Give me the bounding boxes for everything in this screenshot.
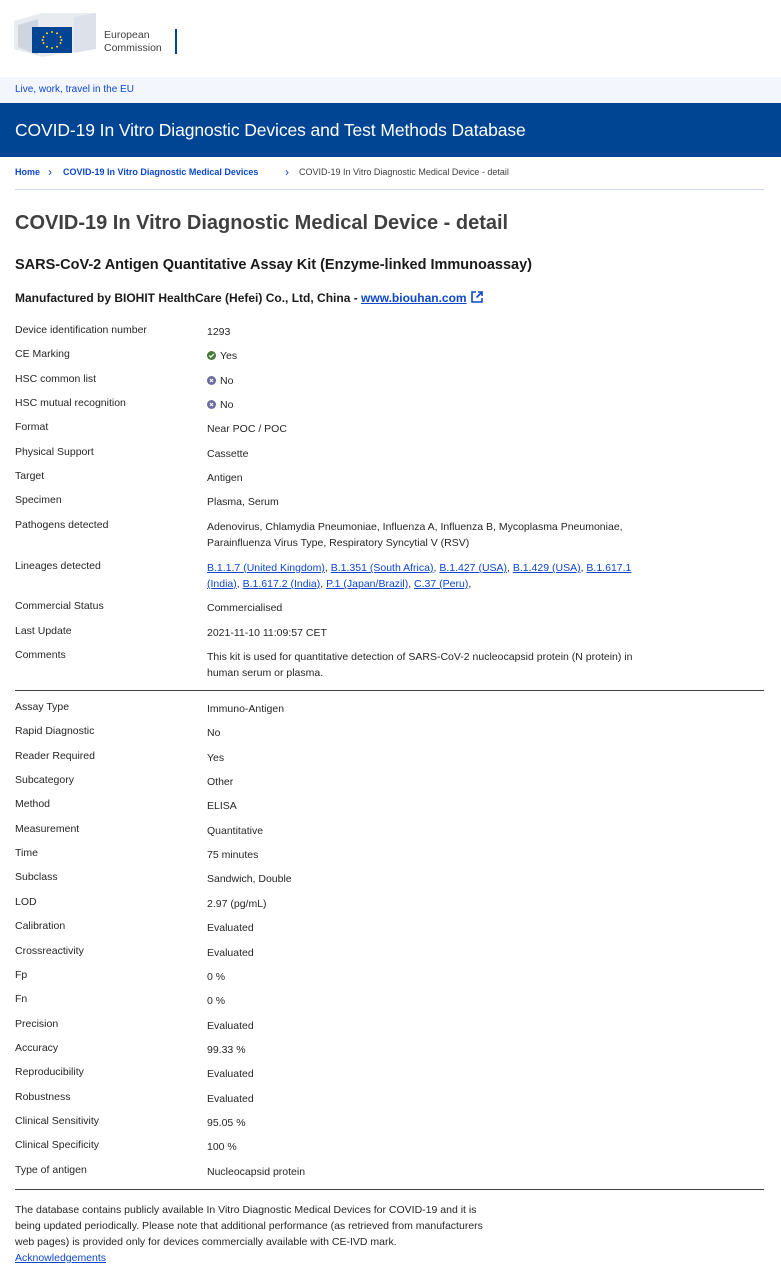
x-circle-icon [207, 376, 216, 385]
detail-value: 99.33 % [207, 1044, 246, 1056]
x-circle-icon [207, 400, 216, 409]
detail-label: Type of antigen [15, 1164, 87, 1176]
site-title: COVID-19 In Vitro Diagnostic Devices and Test Methods Database [15, 120, 526, 140]
detail-value: 0 % [207, 995, 226, 1007]
manufacturer-text: Manufactured by BIOHIT HealthCare (Hefei) Co., Ltd, China - [15, 291, 362, 305]
footer-text: The database contains publicly available In Vitro Diagnostic Medical Devices for COVID-19 and it is being updated periodically. Please note that additional performance (as retrieved from manufacturers web pages) is provided only for devices commercially available with CE-IVD mark. [15, 1204, 483, 1248]
detail-value: No [207, 727, 221, 739]
detail-label: Clinical Sensitivity [15, 1115, 100, 1127]
detail-label: Reproducibility [15, 1066, 84, 1078]
detail-value: Quantitative [207, 825, 264, 837]
detail-value: Evaluated [207, 1020, 254, 1032]
breadcrumb-current: COVID-19 In Vitro Diagnostic Medical Device - detail [299, 167, 509, 177]
detail-label: Measurement [15, 823, 80, 835]
detail-label: Comments [15, 649, 66, 661]
page-title: COVID-19 In Vitro Diagnostic Medical Device - detail [15, 212, 509, 234]
lineage-link[interactable]: B.1.617.2 (India) [242, 578, 321, 590]
breadcrumb-ivd-devices[interactable]: COVID-19 In Vitro Diagnostic Medical Devices [63, 167, 259, 177]
detail-label: Commercial Status [15, 600, 104, 612]
lineage-link[interactable]: C.37 (Peru) [414, 578, 469, 590]
detail-label: Clinical Specificity [15, 1139, 100, 1151]
lineage-list: B.1.1.7 (United Kingdom), B.1.351 (South Africa), B.1.427 (USA), B.1.429 (USA), B.1.617.1 (India), B.1.617.2 (India), P.1 (Japan/Brazil), C.37 (Peru), [207, 562, 632, 590]
external-link-icon[interactable] [471, 291, 483, 306]
detail-label: HSC mutual recognition [15, 397, 126, 409]
detail-label: Subclass [15, 871, 58, 883]
detail-value: No [220, 375, 234, 387]
detail-value: Immuno-Antigen [207, 703, 285, 715]
detail-value: 100 % [207, 1141, 237, 1153]
detail-value: No [220, 399, 234, 411]
detail-value: ELISA [207, 800, 237, 812]
european-commission-logo[interactable] [14, 13, 184, 59]
detail-label: Time [15, 847, 38, 859]
detail-value: Yes [207, 752, 225, 764]
detail-label: Target [15, 470, 45, 482]
detail-value: Yes [220, 350, 238, 362]
section-divider [15, 1189, 764, 1190]
detail-label: Lineages detected [15, 560, 101, 572]
acknowledgements-link[interactable]: Acknowledgements [15, 1252, 107, 1264]
detail-value: 2.97 (pg/mL) [207, 898, 267, 910]
detail-value: 1293 [207, 326, 231, 338]
detail-label: Last Update [15, 625, 72, 637]
detail-label: Fp [15, 969, 28, 981]
check-circle-icon [207, 351, 216, 360]
detail-value: Plasma, Serum [207, 496, 279, 508]
detail-value: Evaluated [207, 947, 254, 959]
detail-value: This kit is used for quantitative detection of SARS-CoV-2 nucleocapsid protein (N protein) in human serum or plasma. [207, 651, 633, 679]
detail-value: 95.05 % [207, 1117, 246, 1129]
chevron-right-icon: › [285, 165, 289, 179]
detail-label: Calibration [15, 920, 66, 932]
logo-text-line2: Commission [104, 42, 162, 54]
site-bar [0, 77, 781, 103]
detail-value: Sandwich, Double [207, 873, 292, 885]
detail-label: Accuracy [15, 1042, 59, 1054]
logo-text-line1: European [104, 29, 150, 41]
ec-building-logo-icon [14, 13, 96, 57]
breadcrumb [15, 167, 764, 190]
breadcrumb-home[interactable]: Home [15, 167, 41, 177]
detail-value: 75 minutes [207, 849, 259, 861]
detail-label: HSC common list [15, 373, 97, 385]
section-divider [15, 690, 764, 691]
site-header [0, 0, 781, 77]
detail-label: CE Marking [15, 348, 70, 360]
detail-label: Device identification number [15, 324, 147, 336]
detail-label: Crossreactivity [15, 945, 84, 957]
lineage-link[interactable]: B.1.429 (USA) [512, 562, 581, 574]
detail-value: 2021-11-10 11:09:57 CET [207, 627, 327, 639]
detail-value: 0 % [207, 971, 226, 983]
detail-value: Adenovirus, Chlamydia Pneumoniae, Influenza A, Influenza B, Mycoplasma Pneumoniae, Parainfluenza Virus Type, Respiratory Syncytial V (RSV) [207, 521, 623, 549]
device-name: SARS-CoV-2 Antigen Quantitative Assay Kit (Enzyme-linked Immunoassay) [15, 257, 533, 273]
detail-label: Physical Support [15, 446, 94, 458]
detail-value: Commercialised [207, 602, 283, 614]
detail-value: Evaluated [207, 1068, 254, 1080]
detail-label: Subcategory [15, 774, 74, 786]
lineage-link[interactable]: P.1 (Japan/Brazil) [326, 578, 409, 590]
manufacturer-line [15, 291, 483, 306]
live-work-travel-link[interactable]: Live, work, travel in the EU [15, 84, 134, 95]
detail-label: Precision [15, 1018, 59, 1030]
footer-disclaimer [15, 1202, 505, 1266]
detail-value: Evaluated [207, 1093, 254, 1105]
detail-label: Format [15, 421, 49, 433]
detail-label: Rapid Diagnostic [15, 725, 95, 737]
detail-value: Cassette [207, 448, 249, 460]
detail-label: Specimen [15, 494, 62, 506]
detail-label: LOD [15, 896, 37, 908]
detail-value: Antigen [207, 472, 243, 484]
detail-value: Other [207, 776, 234, 788]
detail-value: Evaluated [207, 922, 254, 934]
detail-label: Method [15, 798, 51, 810]
detail-label: Robustness [15, 1091, 71, 1103]
detail-label: Assay Type [15, 701, 70, 713]
detail-label: Fn [15, 993, 28, 1005]
detail-value: Near POC / POC [207, 423, 287, 435]
manufacturer-website-link[interactable]: www.biouhan.com [361, 291, 467, 305]
lineage-link[interactable]: B.1.351 (South Africa) [330, 562, 434, 574]
chevron-right-icon: › [48, 165, 52, 179]
detail-label: Pathogens detected [15, 519, 109, 531]
lineage-link[interactable]: B.1.1.7 (United Kingdom) [207, 562, 325, 574]
detail-label: Reader Required [15, 750, 95, 762]
lineage-link[interactable]: B.1.427 (USA) [439, 562, 508, 574]
logo-divider [175, 29, 177, 54]
site-title-bar [0, 103, 781, 157]
detail-value: Nucleocapsid protein [207, 1166, 306, 1178]
lineage-link[interactable]: B.1.617.1 (India) [207, 562, 632, 590]
